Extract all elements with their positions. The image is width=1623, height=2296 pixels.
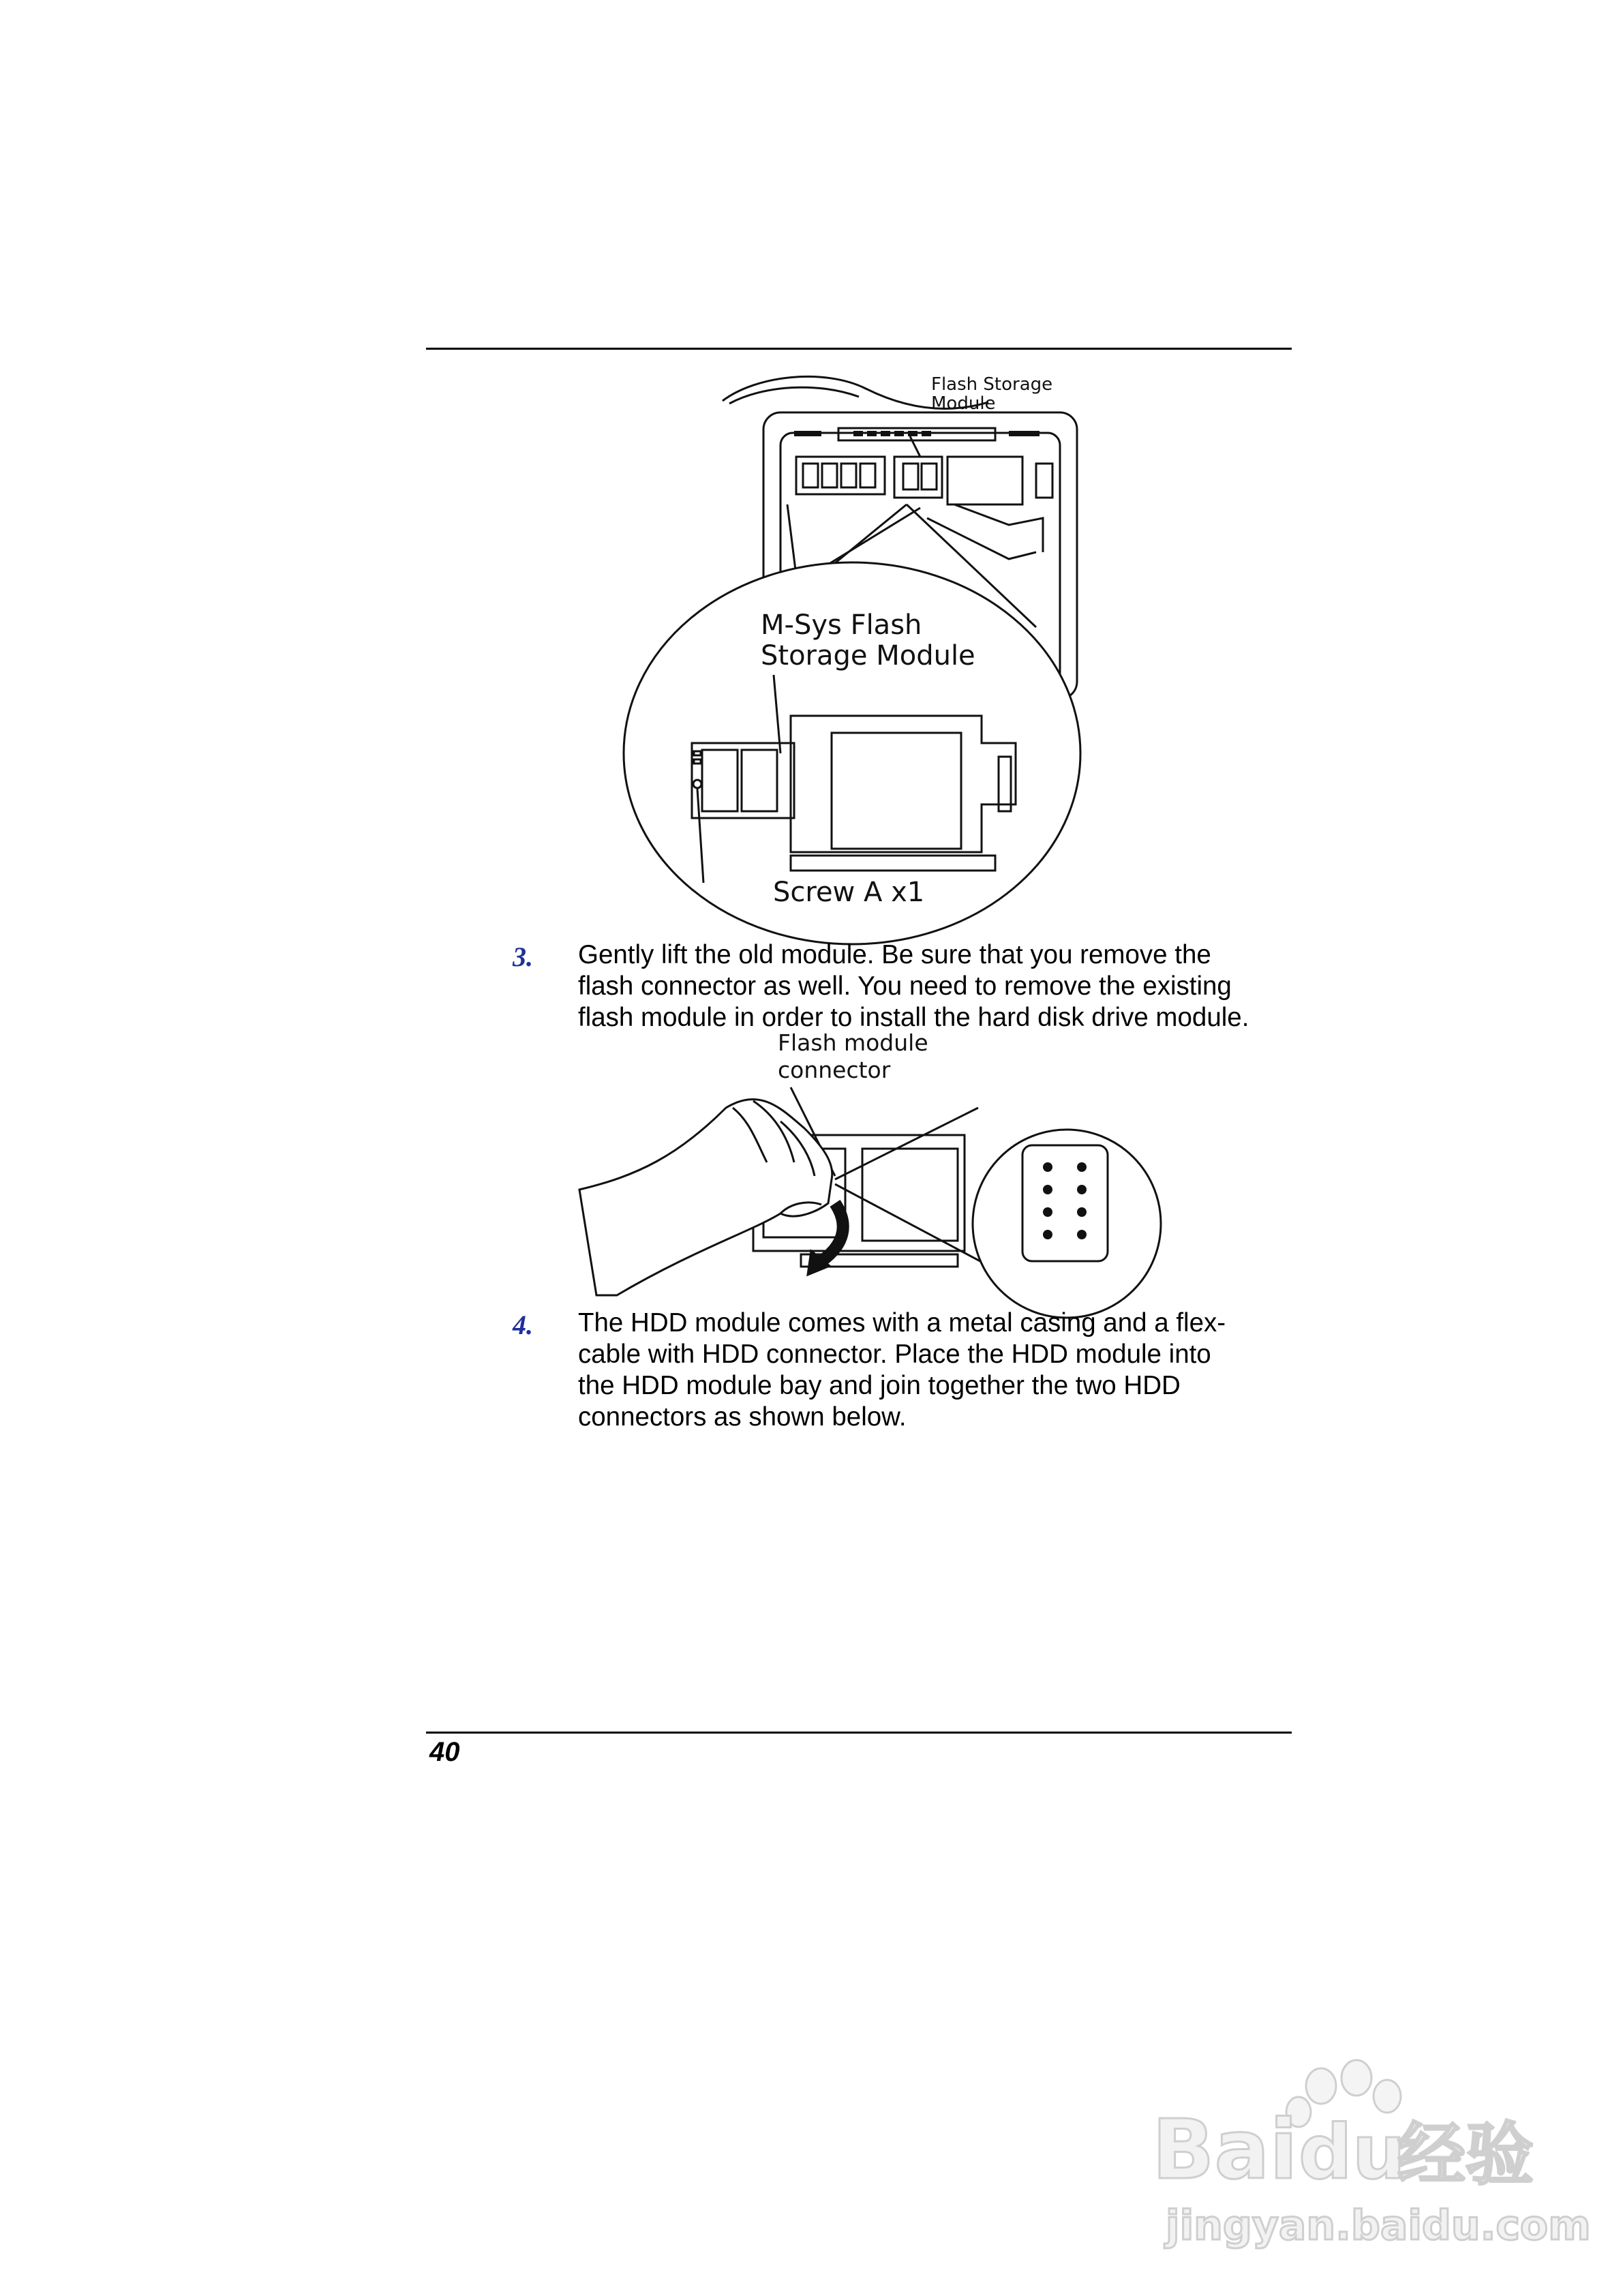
step-3-text — [578, 939, 1294, 1033]
step-4-number: 4. — [513, 1310, 533, 1340]
step-4-text — [578, 1308, 1294, 1433]
flash-connector-label-line1: Flash module — [778, 1029, 928, 1056]
watermark-brand: Bai — [1152, 2103, 1298, 2198]
msys-label-line2: Storage Module — [761, 640, 975, 671]
step-3-line: flash module in order to install the hard disk drive module. — [578, 1003, 1249, 1032]
watermark-url: jingyan.baidu.com — [1166, 2202, 1591, 2250]
step-3-line: flash connector as well. You need to remove the existing — [578, 971, 1232, 1001]
flash-storage-label-line2: Module — [931, 393, 996, 414]
screw-label: Screw A x1 — [773, 877, 925, 908]
step-4-line: the HDD module bay and join together the two HDD — [578, 1371, 1181, 1400]
flash-connector-removal-figure — [576, 1026, 1142, 1302]
watermark-brand-du: du — [1299, 2109, 1406, 2196]
flash-connector-label-line2: connector — [778, 1057, 891, 1083]
flash-storage-label-line1: Flash Storage — [931, 374, 1053, 395]
step-3-number: 3. — [513, 941, 533, 972]
step-4-line: The HDD module comes with a metal casing and a flex- — [578, 1308, 1226, 1338]
baidu-watermark — [1152, 2059, 1591, 2263]
page-number: 40 — [429, 1737, 460, 1767]
watermark-brand-cn: 经验 — [1397, 2115, 1534, 2194]
step-4-line: cable with HDD connector. Place the HDD module into — [578, 1340, 1211, 1369]
header-rule — [426, 348, 1292, 350]
msys-label-line1: M-Sys Flash — [761, 609, 922, 641]
step-4-line: connectors as shown below. — [578, 1402, 907, 1432]
flash-storage-module-figure — [600, 354, 1118, 941]
step-3-line: Gently lift the old module. Be sure that you remove the — [578, 940, 1211, 969]
footer-rule — [426, 1732, 1292, 1734]
